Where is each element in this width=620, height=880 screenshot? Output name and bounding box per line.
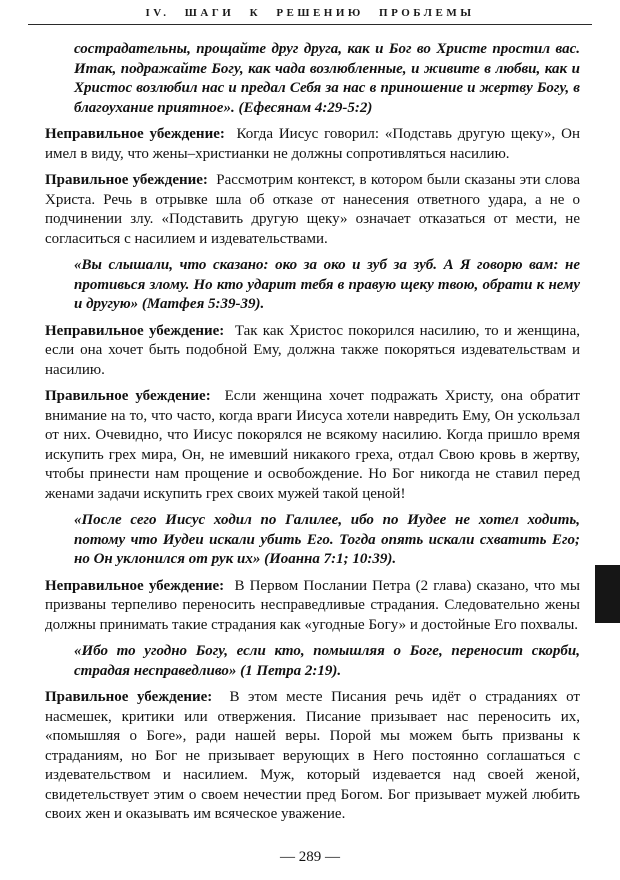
belief-label: Правильное убеждение: <box>45 689 230 705</box>
paragraph-text: В этом месте Писания речь идёт о страданиях от насмешек, критики или отвержения. Писание призывает нас переносить их, «помышляя о Боге», ради нашей веры. Порой мы можем быть призваны к страданиям, но Бог не призывает верующих в Него постоянно соглашаться с издевательством и насилием. Муж, который издевается над своей женой, свидетельствует этим о своем нечестии пред Богом. Бог призывает мужей любить своих жен и оказывать им всяческое уважение. <box>45 689 580 822</box>
paragraph-text: Если женщина хочет подражать Христу, она обратит внимание на то, что часто, когда враги Иисуса хотели навредить Ему, Он ускользал от них. Очевидно, что Иисус покорялся не всякому насилию. Когда пришло время искупить грех мира, Он, не имевший никакого греха, отдал Свою кровь в жертву, чтобы принести нам прощение и освобождение. Но Бог никогда не ставил перед женами задачи искупить грех своих мужей такой ценой! <box>45 388 580 502</box>
belief-paragraph <box>45 322 580 381</box>
scripture-quote <box>74 511 580 570</box>
belief-paragraph <box>45 577 580 636</box>
scripture-quote <box>74 642 580 681</box>
belief-label: Неправильное убеждение: <box>45 322 235 339</box>
page-number: — 289 — <box>280 849 340 865</box>
paragraph-text: «Ибо то угодно Богу, если кто, помышляя о Боге, переносит скорби, страдая несправедливо» (1 Петра 2:19). <box>74 643 580 679</box>
scripture-quote <box>74 40 580 118</box>
belief-label: Неправильное убеждение: <box>45 577 235 594</box>
belief-paragraph <box>45 125 580 164</box>
belief-label: Правильное убеждение: <box>45 388 225 404</box>
paragraph-text: Когда Иисус говорил: «Подставь другую щеку», Он имел в виду, что жены–христианки не должны сопротивляться насилию. <box>45 126 581 162</box>
paragraph-text: Так как Христос покорился насилию, то и женщина, если она хочет быть подобной Ему, должна также покоряться издевательствам и насилию. <box>45 322 580 378</box>
paragraph-text: «После сего Иисус ходил по Галилее, ибо по Иудее не хотел ходить, потому что Иудеи искали убить Его. Тогда опять искали схватить Его; но Он уклонился от рук их» (Иоанна 7:1; 10:39). <box>74 512 580 567</box>
belief-label: Правильное убеждение: <box>45 172 217 188</box>
scripture-quote <box>74 256 580 315</box>
belief-paragraph <box>45 688 580 825</box>
paragraph-text: В Первом Послании Петра (2 глава) сказано, что мы призваны терпеливо переносить несправедливые страдания. Следовательно жены должны принимать такие страдания как «угодные Богу» и достойные Его похвалы. <box>45 577 580 633</box>
belief-label: Неправильное убеждение: <box>45 126 237 142</box>
paragraph-text: «Вы слышали, что сказано: око за око и зуб за зуб. А Я говорю вам: не противься злому. Но кто ударит тебя в правую щеку твою, обрати к нему и другую» (Матфея 5:39-39). <box>74 257 580 312</box>
paragraph-text: Рассмотрим контекст, в котором были сказаны эти слова Христа. Речь в отрывке шла об отказе от нанесения ответного удара, а не о подчинении злу. «Подставить другую щеку» означает отказаться от мести, не согласиться с насилием и издевательствами. <box>45 172 580 247</box>
belief-paragraph <box>45 387 580 504</box>
running-head: IV. ШАГИ К РЕШЕНИЮ ПРОБЛЕМЫ <box>145 7 475 19</box>
header-rule <box>28 24 592 25</box>
page-edge-tab <box>595 565 620 623</box>
page-body-text <box>45 40 580 825</box>
paragraph-text: сострадательны, прощайте друг друга, как и Бог во Христе простил вас. Итак, подражайте Богу, как чада возлюбленные, и живите в любви, как и Христос возлюбил нас и предал Себя за нас в приношение и жертву Богу, в благоухание приятное». (Ефесянам 4:29-5:2) <box>74 41 580 116</box>
belief-paragraph <box>45 171 580 249</box>
